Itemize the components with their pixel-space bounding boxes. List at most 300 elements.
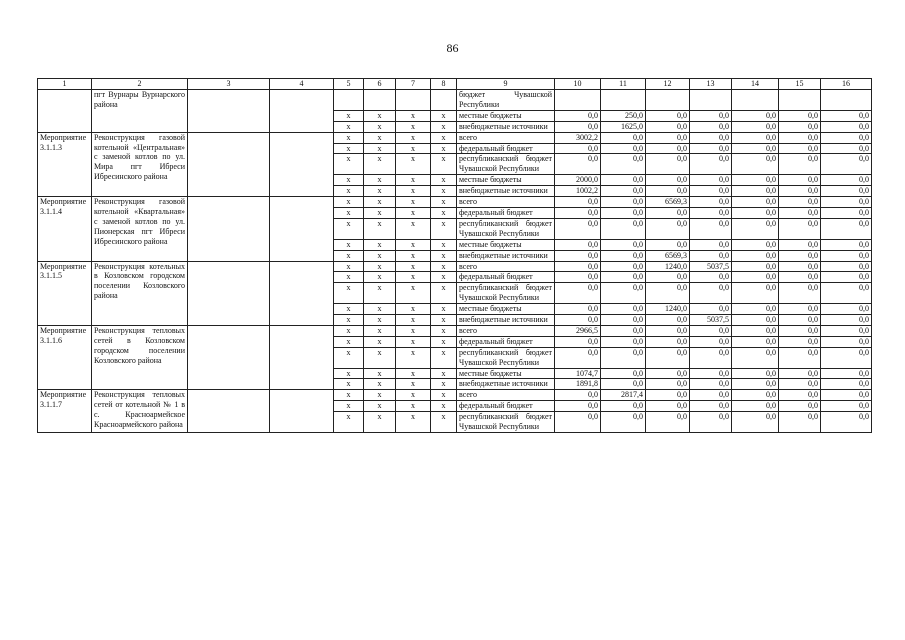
code-mark: x [431, 336, 457, 347]
amount-cell: 0,0 [779, 390, 821, 401]
amount-cell: 1240,0 [646, 304, 690, 315]
amount-cell: 0,0 [690, 412, 732, 433]
amount-cell: 2966,5 [555, 325, 601, 336]
amount-cell: 0,0 [646, 218, 690, 239]
amount-cell: 0,0 [690, 218, 732, 239]
amount-cell [732, 90, 779, 111]
funding-source: всего [457, 325, 555, 336]
amount-cell: 0,0 [601, 336, 646, 347]
amount-cell: 0,0 [821, 379, 872, 390]
code-mark: x [364, 143, 396, 154]
amount-cell: 1891,8 [555, 379, 601, 390]
amount-cell [779, 90, 821, 111]
code-mark: x [364, 347, 396, 368]
code-mark: x [431, 315, 457, 326]
amount-cell: 0,0 [821, 239, 872, 250]
amount-cell: 0,0 [821, 304, 872, 315]
amount-cell: 0,0 [779, 143, 821, 154]
funding-source: внебюджетные источники [457, 186, 555, 197]
code-mark: x [396, 132, 431, 143]
code-mark: x [334, 175, 364, 186]
amount-cell: 0,0 [779, 121, 821, 132]
amount-cell: 0,0 [555, 197, 601, 208]
code-mark: x [334, 347, 364, 368]
code-mark: x [364, 154, 396, 175]
amount-cell: 0,0 [690, 347, 732, 368]
funding-source: федеральный бюджет [457, 272, 555, 283]
amount-cell: 0,0 [732, 110, 779, 121]
amount-cell: 0,0 [779, 315, 821, 326]
amount-cell: 0,0 [555, 143, 601, 154]
column-number: 14 [732, 79, 779, 90]
code-mark: x [364, 261, 396, 272]
code-mark [396, 90, 431, 111]
table-row [38, 90, 872, 111]
amount-cell: 0,0 [821, 401, 872, 412]
amount-cell [601, 90, 646, 111]
amount-cell: 0,0 [732, 143, 779, 154]
code-mark: x [364, 304, 396, 315]
amount-cell: 0,0 [555, 304, 601, 315]
code-mark: x [431, 390, 457, 401]
column-number: 3 [188, 79, 270, 90]
code-mark: x [396, 379, 431, 390]
funding-source: всего [457, 261, 555, 272]
amount-cell: 0,0 [690, 197, 732, 208]
amount-cell: 0,0 [646, 379, 690, 390]
responsible-cell [188, 261, 270, 325]
code-mark: x [364, 368, 396, 379]
funding-source: республиканский бюджет Чувашской Республики [457, 154, 555, 175]
amount-cell: 0,0 [779, 250, 821, 261]
amount-cell: 5037,5 [690, 315, 732, 326]
code-mark: x [334, 304, 364, 315]
amount-cell: 0,0 [821, 186, 872, 197]
amount-cell: 0,0 [779, 379, 821, 390]
amount-cell: 0,0 [732, 347, 779, 368]
amount-cell: 0,0 [555, 218, 601, 239]
funding-source: республиканский бюджет Чувашской Республики [457, 218, 555, 239]
amount-cell: 0,0 [646, 175, 690, 186]
amount-cell: 0,0 [646, 272, 690, 283]
funding-source: федеральный бюджет [457, 401, 555, 412]
amount-cell: 0,0 [821, 207, 872, 218]
amount-cell: 0,0 [821, 110, 872, 121]
code-mark: x [431, 250, 457, 261]
amount-cell: 0,0 [732, 186, 779, 197]
amount-cell: 0,0 [821, 132, 872, 143]
amount-cell: 0,0 [646, 347, 690, 368]
code-mark: x [396, 336, 431, 347]
amount-cell: 0,0 [732, 121, 779, 132]
code-mark: x [364, 218, 396, 239]
amount-cell: 0,0 [779, 197, 821, 208]
amount-cell: 0,0 [779, 283, 821, 304]
code-mark: x [431, 347, 457, 368]
amount-cell: 0,0 [732, 175, 779, 186]
funding-source: федеральный бюджет [457, 143, 555, 154]
amount-cell: 0,0 [555, 347, 601, 368]
amount-cell: 0,0 [779, 186, 821, 197]
column-number: 4 [270, 79, 334, 90]
measure-code: Мероприятие 3.1.1.5 [38, 261, 92, 325]
amount-cell: 0,0 [732, 304, 779, 315]
amount-cell: 0,0 [646, 368, 690, 379]
amount-cell: 0,0 [601, 304, 646, 315]
amount-cell: 0,0 [732, 368, 779, 379]
code-mark: x [431, 412, 457, 433]
amount-cell: 0,0 [601, 132, 646, 143]
responsible-cell [188, 325, 270, 389]
amount-cell: 0,0 [732, 401, 779, 412]
table-row [38, 261, 872, 272]
amount-cell: 0,0 [690, 175, 732, 186]
amount-cell: 0,0 [732, 379, 779, 390]
amount-cell [555, 90, 601, 111]
code-mark: x [396, 250, 431, 261]
funding-source: внебюджетные источники [457, 315, 555, 326]
code-mark: x [431, 368, 457, 379]
funding-source: местные бюджеты [457, 368, 555, 379]
amount-cell: 0,0 [646, 154, 690, 175]
measure-code: Мероприятие 3.1.1.4 [38, 197, 92, 261]
amount-cell: 0,0 [555, 121, 601, 132]
table-row [38, 197, 872, 208]
amount-cell: 0,0 [601, 272, 646, 283]
amount-cell: 0,0 [821, 250, 872, 261]
code-mark: x [364, 272, 396, 283]
amount-cell: 6569,3 [646, 250, 690, 261]
code-mark: x [334, 154, 364, 175]
code-mark: x [431, 261, 457, 272]
code-mark: x [334, 336, 364, 347]
code-mark [334, 90, 364, 111]
column-number: 15 [779, 79, 821, 90]
amount-cell: 0,0 [601, 401, 646, 412]
column-number: 8 [431, 79, 457, 90]
code-mark: x [364, 239, 396, 250]
amount-cell: 3002,2 [555, 132, 601, 143]
measure-name: Реконструкция газовой котельной «Центральная» с заменой котлов по ул. Мира пгт Ибреси Ибресинского района [92, 132, 188, 196]
table-row [38, 132, 872, 143]
budget-table [37, 78, 872, 433]
code-mark: x [334, 379, 364, 390]
amount-cell: 0,0 [601, 239, 646, 250]
responsible-cell [188, 197, 270, 261]
amount-cell: 0,0 [821, 197, 872, 208]
amount-cell: 0,0 [690, 325, 732, 336]
code-mark: x [364, 379, 396, 390]
amount-cell: 0,0 [601, 379, 646, 390]
amount-cell: 0,0 [646, 239, 690, 250]
code-mark: x [431, 197, 457, 208]
code-mark: x [396, 261, 431, 272]
amount-cell: 0,0 [646, 110, 690, 121]
participant-cell [270, 132, 334, 196]
amount-cell: 0,0 [732, 197, 779, 208]
amount-cell: 0,0 [821, 368, 872, 379]
funding-source: федеральный бюджет [457, 336, 555, 347]
amount-cell: 0,0 [732, 412, 779, 433]
amount-cell: 0,0 [732, 283, 779, 304]
participant-cell [270, 261, 334, 325]
amount-cell: 0,0 [779, 272, 821, 283]
amount-cell: 0,0 [646, 390, 690, 401]
amount-cell: 0,0 [779, 325, 821, 336]
amount-cell: 0,0 [601, 186, 646, 197]
amount-cell: 0,0 [732, 132, 779, 143]
code-mark: x [334, 218, 364, 239]
code-mark: x [431, 175, 457, 186]
amount-cell: 0,0 [601, 175, 646, 186]
amount-cell: 5037,5 [690, 261, 732, 272]
amount-cell: 0,0 [601, 207, 646, 218]
amount-cell: 0,0 [690, 143, 732, 154]
amount-cell: 0,0 [690, 207, 732, 218]
funding-source: бюджет Чувашской Республики [457, 90, 555, 111]
amount-cell: 0,0 [779, 336, 821, 347]
amount-cell: 0,0 [555, 110, 601, 121]
amount-cell: 0,0 [821, 272, 872, 283]
amount-cell: 0,0 [779, 347, 821, 368]
column-number: 11 [601, 79, 646, 90]
funding-source: республиканский бюджет Чувашской Республики [457, 412, 555, 433]
amount-cell: 0,0 [555, 250, 601, 261]
amount-cell: 0,0 [821, 390, 872, 401]
amount-cell: 0,0 [690, 304, 732, 315]
measure-code: Мероприятие 3.1.1.7 [38, 390, 92, 433]
amount-cell [690, 90, 732, 111]
code-mark: x [431, 110, 457, 121]
amount-cell: 0,0 [555, 283, 601, 304]
amount-cell: 0,0 [646, 336, 690, 347]
code-mark: x [364, 336, 396, 347]
code-mark: x [431, 143, 457, 154]
code-mark: x [364, 132, 396, 143]
amount-cell: 0,0 [555, 261, 601, 272]
amount-cell: 0,0 [690, 121, 732, 132]
code-mark: x [396, 390, 431, 401]
amount-cell: 0,0 [732, 315, 779, 326]
responsible-cell [188, 90, 270, 133]
measure-name: пгт Вурнары Вурнарского района [92, 90, 188, 133]
code-mark: x [334, 325, 364, 336]
amount-cell: 0,0 [690, 110, 732, 121]
amount-cell: 2817,4 [601, 390, 646, 401]
amount-cell: 0,0 [646, 207, 690, 218]
amount-cell: 0,0 [690, 283, 732, 304]
code-mark: x [396, 197, 431, 208]
amount-cell: 0,0 [555, 154, 601, 175]
amount-cell: 0,0 [601, 315, 646, 326]
amount-cell: 0,0 [779, 154, 821, 175]
amount-cell: 0,0 [555, 315, 601, 326]
amount-cell: 0,0 [646, 412, 690, 433]
code-mark: x [364, 325, 396, 336]
amount-cell: 0,0 [601, 368, 646, 379]
amount-cell: 1074,7 [555, 368, 601, 379]
amount-cell: 0,0 [732, 261, 779, 272]
code-mark: x [334, 315, 364, 326]
amount-cell: 0,0 [821, 347, 872, 368]
code-mark: x [431, 154, 457, 175]
amount-cell: 0,0 [646, 121, 690, 132]
code-mark: x [364, 412, 396, 433]
amount-cell: 0,0 [690, 272, 732, 283]
code-mark: x [364, 110, 396, 121]
code-mark: x [431, 325, 457, 336]
code-mark: x [431, 132, 457, 143]
code-mark: x [334, 143, 364, 154]
code-mark: x [431, 401, 457, 412]
code-mark: x [364, 197, 396, 208]
amount-cell: 1002,2 [555, 186, 601, 197]
amount-cell: 0,0 [779, 132, 821, 143]
responsible-cell [188, 132, 270, 196]
code-mark: x [396, 239, 431, 250]
amount-cell: 0,0 [555, 272, 601, 283]
code-mark: x [334, 250, 364, 261]
code-mark: x [431, 239, 457, 250]
amount-cell: 0,0 [601, 143, 646, 154]
code-mark: x [364, 186, 396, 197]
amount-cell: 250,0 [601, 110, 646, 121]
funding-source: республиканский бюджет Чувашской Республики [457, 347, 555, 368]
funding-source: местные бюджеты [457, 175, 555, 186]
amount-cell: 0,0 [601, 283, 646, 304]
amount-cell: 0,0 [601, 347, 646, 368]
amount-cell: 0,0 [732, 218, 779, 239]
funding-source: всего [457, 197, 555, 208]
measure-name: Реконструкция тепловых сетей от котельной № 1 в с. Красноармейское Красноармейского района [92, 390, 188, 433]
column-number: 6 [364, 79, 396, 90]
amount-cell: 0,0 [821, 143, 872, 154]
amount-cell: 0,0 [555, 207, 601, 218]
amount-cell: 0,0 [646, 325, 690, 336]
code-mark: x [364, 401, 396, 412]
column-number: 9 [457, 79, 555, 90]
amount-cell: 0,0 [779, 368, 821, 379]
code-mark: x [334, 121, 364, 132]
code-mark: x [431, 379, 457, 390]
amount-cell: 0,0 [821, 315, 872, 326]
amount-cell: 0,0 [690, 132, 732, 143]
code-mark: x [396, 154, 431, 175]
amount-cell: 1625,0 [601, 121, 646, 132]
amount-cell: 0,0 [690, 186, 732, 197]
code-mark: x [334, 412, 364, 433]
amount-cell: 0,0 [821, 175, 872, 186]
measure-code [38, 90, 92, 133]
amount-cell: 0,0 [732, 154, 779, 175]
amount-cell: 0,0 [821, 121, 872, 132]
measure-name: Реконструкция газовой котельной «Квартальная» с заменой котлов по ул. Пионерская пгт Ибреси Ибресинского района [92, 197, 188, 261]
amount-cell: 0,0 [821, 261, 872, 272]
column-number: 10 [555, 79, 601, 90]
code-mark: x [431, 121, 457, 132]
amount-cell [821, 90, 872, 111]
participant-cell [270, 90, 334, 133]
amount-cell [646, 90, 690, 111]
code-mark: x [431, 186, 457, 197]
code-mark: x [364, 315, 396, 326]
participant-cell [270, 325, 334, 389]
amount-cell: 0,0 [732, 336, 779, 347]
amount-cell: 0,0 [646, 283, 690, 304]
table-row [38, 325, 872, 336]
amount-cell: 0,0 [690, 390, 732, 401]
code-mark: x [396, 283, 431, 304]
code-mark: x [364, 250, 396, 261]
funding-source: республиканский бюджет Чувашской Республики [457, 283, 555, 304]
code-mark: x [334, 261, 364, 272]
amount-cell: 2000,0 [555, 175, 601, 186]
column-number: 12 [646, 79, 690, 90]
code-mark: x [396, 347, 431, 368]
amount-cell: 0,0 [779, 412, 821, 433]
code-mark: x [396, 325, 431, 336]
funding-source: всего [457, 132, 555, 143]
column-number: 16 [821, 79, 872, 90]
amount-cell: 0,0 [779, 110, 821, 121]
code-mark: x [334, 283, 364, 304]
code-mark: x [364, 121, 396, 132]
amount-cell: 0,0 [555, 336, 601, 347]
amount-cell: 0,0 [821, 283, 872, 304]
amount-cell: 0,0 [555, 390, 601, 401]
code-mark: x [431, 218, 457, 239]
column-number: 13 [690, 79, 732, 90]
code-mark: x [396, 218, 431, 239]
column-number: 1 [38, 79, 92, 90]
code-mark [431, 90, 457, 111]
code-mark: x [396, 304, 431, 315]
code-mark: x [334, 132, 364, 143]
page-number: 86 [446, 41, 459, 55]
amount-cell: 0,0 [646, 143, 690, 154]
amount-cell: 0,0 [646, 315, 690, 326]
amount-cell: 0,0 [732, 272, 779, 283]
amount-cell: 0,0 [601, 197, 646, 208]
amount-cell: 0,0 [821, 154, 872, 175]
amount-cell: 0,0 [821, 336, 872, 347]
amount-cell: 0,0 [601, 250, 646, 261]
amount-cell: 0,0 [821, 325, 872, 336]
amount-cell: 0,0 [690, 379, 732, 390]
code-mark: x [396, 207, 431, 218]
funding-source: внебюджетные источники [457, 250, 555, 261]
amount-cell: 0,0 [690, 154, 732, 175]
code-mark: x [334, 197, 364, 208]
code-mark: x [431, 272, 457, 283]
code-mark: x [364, 175, 396, 186]
amount-cell: 0,0 [821, 412, 872, 433]
amount-cell: 0,0 [779, 304, 821, 315]
code-mark: x [431, 304, 457, 315]
participant-cell [270, 390, 334, 433]
code-mark [364, 90, 396, 111]
table-row [38, 390, 872, 401]
column-number: 7 [396, 79, 431, 90]
code-mark: x [334, 401, 364, 412]
amount-cell: 0,0 [601, 218, 646, 239]
amount-cell: 0,0 [646, 401, 690, 412]
measure-code: Мероприятие 3.1.1.3 [38, 132, 92, 196]
code-mark: x [364, 283, 396, 304]
amount-cell: 0,0 [555, 412, 601, 433]
code-mark: x [364, 207, 396, 218]
amount-cell: 1240,0 [646, 261, 690, 272]
